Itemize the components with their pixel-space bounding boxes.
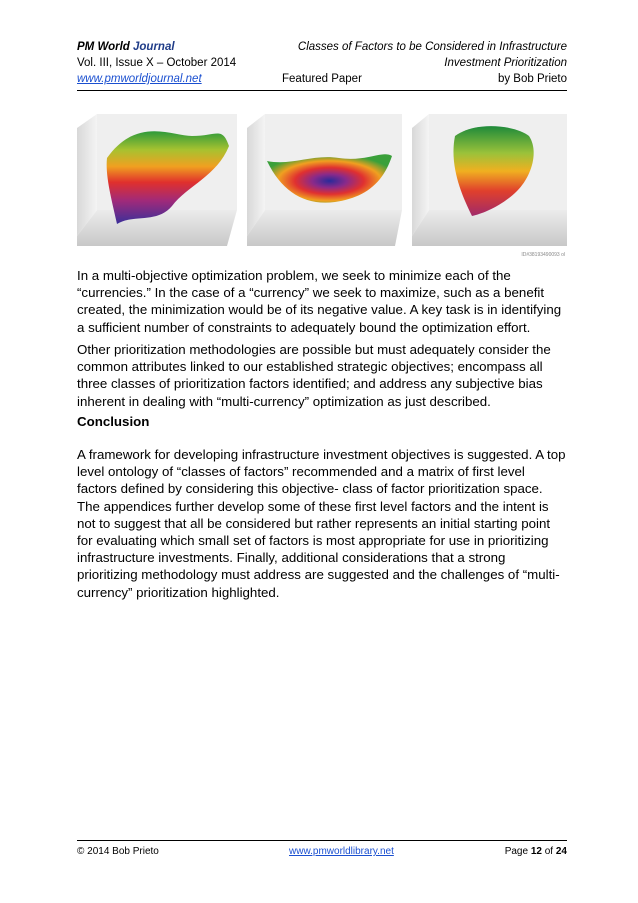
surface-plot-1	[77, 114, 237, 246]
paper-title-line1: Classes of Factors to be Considered in Infrastructure	[297, 41, 567, 53]
page-num: 12	[530, 846, 542, 857]
paragraph-1: In a multi-objective optimization problem, we seek to minimize each of the “currencies.” In the case of a “currency” we seek to maximize, such as a benefit created, the minimization would be of its negative value. A key task is in identifying a sufficient number of constraints to adequately bound the optimization effort.	[77, 268, 562, 335]
footer-copyright: © 2014 Bob Prieto	[77, 846, 159, 857]
page-total: 24	[555, 846, 567, 857]
journal-name: Journal	[133, 41, 175, 53]
footer-divider	[77, 840, 567, 841]
header-divider	[77, 90, 567, 91]
author-byline: by Bob Prieto	[497, 73, 567, 85]
surface-plot-3	[412, 114, 567, 246]
paragraph-conclusion: A framework for developing infrastructure investment objectives is suggested. A top level ontology of “classes of factors” recommended and a matrix of first level factors defined by considering this objective- class of factor prioritization space. The appendices further develop some of these first level factors and the intent is not to suggest that all be considered but rather represents an initial starting point for evaluating which small set of factors is most appropriate for use in prioritizing infrastructure investments. Finally, additional considerations that a strong prioritizing methodology must address are suggested and the challenges of “multi-currency” prioritization highlighted.	[77, 447, 566, 600]
figure-id-label: ID#38193490093 ol	[521, 252, 565, 258]
journal-website-link[interactable]: www.pmworldjournal.net	[77, 73, 202, 85]
surface-plots-figure	[77, 106, 567, 258]
paragraph-2: Other prioritization methodologies are possible but must adequately consider the common attributes linked to our established strategic objectives; encompass all three classes of prioritization factors identified; and address any subjective bias inherent in dealing with “multi-currency” optimization as just described.	[77, 342, 551, 409]
page-word: Page	[504, 846, 531, 857]
issue-info: Vol. III, Issue X – October 2014	[77, 57, 237, 69]
journal-title	[77, 40, 175, 54]
of-word: of	[541, 846, 556, 857]
surface-plot-2	[247, 114, 402, 246]
conclusion-heading: Conclusion	[77, 414, 150, 429]
journal-prefix: PM World	[77, 41, 134, 53]
paper-title-line2: Investment Prioritization	[444, 57, 567, 69]
section-label: Featured Paper	[282, 73, 362, 85]
footer-library-link[interactable]: www.pmworldlibrary.net	[289, 846, 394, 857]
footer-page-number	[505, 846, 567, 857]
